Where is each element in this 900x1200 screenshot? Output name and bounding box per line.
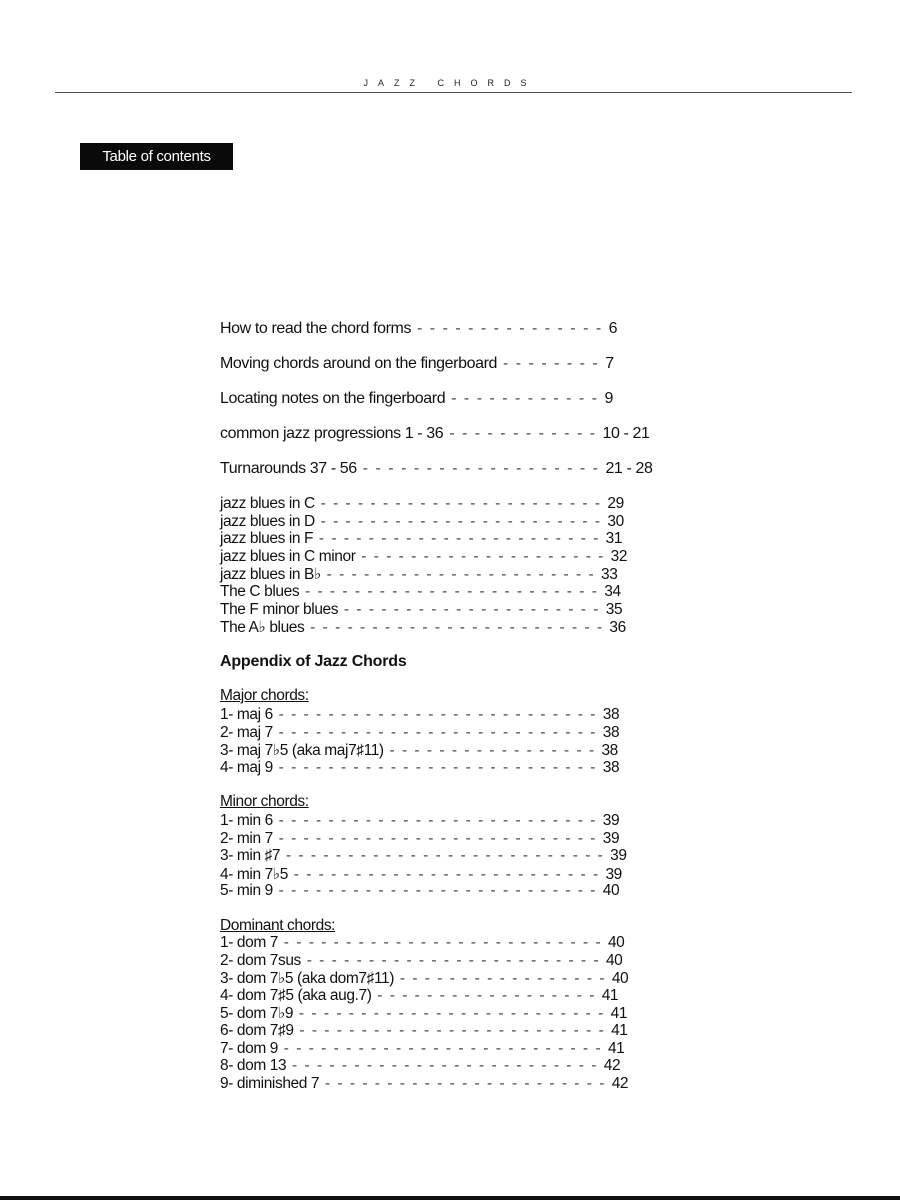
toc-entry <box>220 1022 628 1040</box>
leader-dashes: - - - - - - - - - - - - - - - - - - - - - - - - <box>300 951 606 969</box>
leader-dashes: - - - - - - - - - - - - - - - - - - - - - - - - - <box>293 1022 612 1039</box>
toc-entry <box>220 495 624 513</box>
leader-dashes: - - - - - - - - - - - - - - - - - - - - - - - - <box>299 583 605 600</box>
leader-dashes: - - - - - - - - - - - - - - - - - - - - - - - - - - <box>277 1039 608 1057</box>
leader-dashes: - - - - - - - - - - - - - - - - - - - - - - - - - - <box>272 706 603 723</box>
toc-entry <box>220 460 652 478</box>
toc-entry <box>220 812 619 830</box>
toc-entry <box>220 601 622 619</box>
toc-entry-title: Moving chords around on the fingerboard <box>220 355 498 372</box>
toc-entry <box>220 1057 620 1075</box>
toc-entry-title: 1- dom 7 <box>220 934 278 951</box>
toc-entry-title: How to read the chord forms <box>220 320 412 337</box>
minor-chords-heading: Minor chords: <box>220 793 309 810</box>
toc-entry <box>220 583 621 601</box>
leader-dashes: - - - - - - - - - - - - - - - - - - - <box>356 460 606 477</box>
toc-entry-page: 42 <box>603 1057 621 1075</box>
toc-entry <box>220 847 627 865</box>
toc-entry-page: 34 <box>604 583 621 600</box>
toc-entry <box>220 1004 627 1023</box>
toc-entry-title: 7- dom 9 <box>220 1039 278 1057</box>
toc-entry-page: 35 <box>605 600 623 618</box>
page-bottom-edge <box>0 1196 900 1200</box>
toc-entry-title: 2- min 7 <box>220 829 273 847</box>
toc-entry-page: 29 <box>607 495 624 512</box>
toc-entry-title: Locating notes on the fingerboard <box>220 390 446 407</box>
toc-entry-title: 4- min 7♭5 <box>220 865 288 883</box>
toc-entry-page: 9 <box>604 390 613 407</box>
running-header-title: JAZZ CHORDS <box>363 78 537 88</box>
toc-entry-title: 2- dom 7sus <box>220 951 301 969</box>
toc-entry-title: 3- min ♯7 <box>220 847 281 865</box>
toc-entry <box>220 759 619 777</box>
toc-label: Table of contents <box>80 143 233 170</box>
toc-entry <box>220 987 618 1005</box>
toc-entry-page: 36 <box>609 619 626 637</box>
header-rule <box>55 92 852 93</box>
leader-dashes: - - - - - - - - - - - - - - - - - - - - - <box>338 600 606 618</box>
toc-entry <box>220 618 626 637</box>
leader-dashes: - - - - - - - - - - - - - - - - - - - - - - - <box>319 1074 612 1092</box>
toc-entry-page: 42 <box>611 1074 629 1092</box>
leader-dashes: - - - - - - - - <box>497 355 606 372</box>
toc-entry-page: 39 <box>605 865 622 883</box>
leader-dashes: - - - - - - - - - - - - - - - - - - - - - - - - - <box>287 865 606 883</box>
toc-entry-page: 40 <box>602 882 620 900</box>
leader-dashes: - - - - - - - - - - - - - - - <box>411 320 609 337</box>
toc-entry <box>220 355 614 373</box>
toc-entry-title: 3- maj 7♭5 (aka maj7♯11) <box>220 742 384 760</box>
toc-entry-title: jazz blues in C minor <box>220 547 356 565</box>
toc-entry <box>220 741 618 760</box>
toc-entry <box>220 830 619 848</box>
toc-entry-page: 38 <box>602 758 620 776</box>
leader-dashes: - - - - - - - - - - - - - - - - - - - - - - - - - <box>286 1057 604 1075</box>
leader-dashes: - - - - - - - - - - - - - - - - - - - - - - - <box>313 530 606 548</box>
toc-entry-title: 1- min 6 <box>220 812 273 829</box>
toc-entry <box>220 724 619 742</box>
toc-entry-page: 32 <box>610 547 628 565</box>
toc-entry-title: The F minor blues <box>220 600 339 618</box>
toc-entry-title: 4- dom 7♯5 (aka aug.7) <box>220 986 372 1004</box>
toc-entry <box>220 548 627 566</box>
toc-entry-page: 39 <box>602 829 620 847</box>
toc-entry <box>220 1075 628 1093</box>
leader-dashes: - - - - - - - - - - - - - - - - - - <box>371 986 602 1004</box>
toc-entry-page: 38 <box>601 742 618 760</box>
toc-entry <box>220 425 650 443</box>
toc-entry-page: 39 <box>610 847 627 865</box>
toc-entry-title: Turnarounds 37 - 56 <box>220 460 357 477</box>
leader-dashes: - - - - - - - - - - - - - - - - - - - - - - <box>320 566 601 584</box>
leader-dashes: - - - - - - - - - - - - <box>443 425 603 442</box>
dominant-chords-heading: Dominant chords: <box>220 917 336 934</box>
leader-dashes: - - - - - - - - - - - - - - - - - - - - - - - <box>314 512 608 530</box>
toc-entry-title: 4- maj 9 <box>220 758 273 776</box>
leader-dashes: - - - - - - - - - - - - - - - - - - - - - - - - - - <box>277 934 608 951</box>
toc-entry <box>220 565 617 584</box>
leader-dashes: - - - - - - - - - - - - - - - - - <box>394 970 612 988</box>
leader-dashes: - - - - - - - - - - - - - - - - - - - - - - - - - <box>293 1005 611 1023</box>
toc-entry <box>220 706 619 724</box>
toc-entry-title: 8- dom 13 <box>220 1057 287 1075</box>
leader-dashes: - - - - - - - - - - - - - - - - - - - - - - - - - - <box>272 812 603 829</box>
toc-entry-title: 5- min 9 <box>220 882 273 900</box>
toc-entry-page: 40 <box>605 951 623 969</box>
toc-entry-title: 6- dom 7♯9 <box>220 1022 294 1039</box>
toc-entry-page: 6 <box>608 320 618 337</box>
leader-dashes: - - - - - - - - - - - - - - - - - - - - - - - - <box>304 619 610 637</box>
leader-dashes: - - - - - - - - - - - - <box>445 390 605 407</box>
toc-entry <box>220 320 617 338</box>
toc-entry-page: 7 <box>605 355 614 372</box>
toc-entry-page: 39 <box>602 812 620 829</box>
toc-entry-page: 41 <box>611 1022 628 1039</box>
toc-entry-title: 5- dom 7♭9 <box>220 1005 294 1023</box>
toc-entry-title: jazz blues in F <box>220 530 314 548</box>
toc-entry-page: 38 <box>602 706 620 723</box>
toc-entry <box>220 952 622 970</box>
toc-entry-page: 33 <box>600 566 618 584</box>
leader-dashes: - - - - - - - - - - - - - - - - - - - - - - - - - - <box>272 882 603 900</box>
toc-entry-page: 38 <box>602 723 620 741</box>
toc-entry-title: 1- maj 6 <box>220 706 273 723</box>
toc-entry <box>220 513 624 531</box>
leader-dashes: - - - - - - - - - - - - - - - - - <box>383 742 602 760</box>
toc-entry <box>220 1040 624 1058</box>
toc-entry-page: 40 <box>611 970 629 988</box>
toc-entry <box>220 865 622 884</box>
toc-entry-title: jazz blues in C <box>220 495 315 512</box>
leader-dashes: - - - - - - - - - - - - - - - - - - - - - - - - - - <box>272 723 603 741</box>
toc-entry-title: The A♭ blues <box>220 619 305 637</box>
toc-entry <box>220 390 613 408</box>
toc-entry-page: 41 <box>607 1039 625 1057</box>
toc-entry-title: 2- maj 7 <box>220 723 273 741</box>
toc-entry-page: 40 <box>607 934 625 951</box>
toc-entry-page: 41 <box>601 986 619 1004</box>
toc-entry <box>220 934 624 952</box>
toc-entry <box>220 882 619 900</box>
toc-entry-page: 10 - 21 <box>602 425 650 442</box>
toc-entry-page: 31 <box>605 530 623 548</box>
toc-entry-title: The C blues <box>220 583 300 600</box>
leader-dashes: - - - - - - - - - - - - - - - - - - - - - - - - - - <box>272 758 603 776</box>
toc-entry-title: 9- diminished 7 <box>220 1074 320 1092</box>
toc-entry-title: common jazz progressions 1 - 36 <box>220 425 444 442</box>
leader-dashes: - - - - - - - - - - - - - - - - - - - - <box>355 547 611 565</box>
toc-entry-page: 30 <box>607 512 624 530</box>
major-chords-heading: Major chords: <box>220 687 309 704</box>
toc-entry <box>220 530 622 548</box>
toc-entry-page: 41 <box>610 1005 628 1023</box>
toc-entry-page: 21 - 28 <box>605 460 653 477</box>
toc-entry-title: jazz blues in B♭ <box>220 566 321 584</box>
leader-dashes: - - - - - - - - - - - - - - - - - - - - - - - - - - <box>280 847 611 865</box>
leader-dashes: - - - - - - - - - - - - - - - - - - - - - - - <box>314 495 608 512</box>
appendix-heading: Appendix of Jazz Chords <box>220 653 407 670</box>
leader-dashes: - - - - - - - - - - - - - - - - - - - - - - - - - - <box>272 829 603 847</box>
toc-entry-title: 3- dom 7♭5 (aka dom7♯11) <box>220 970 395 988</box>
toc-entry-title: jazz blues in D <box>220 512 315 530</box>
toc-entry <box>220 969 628 988</box>
